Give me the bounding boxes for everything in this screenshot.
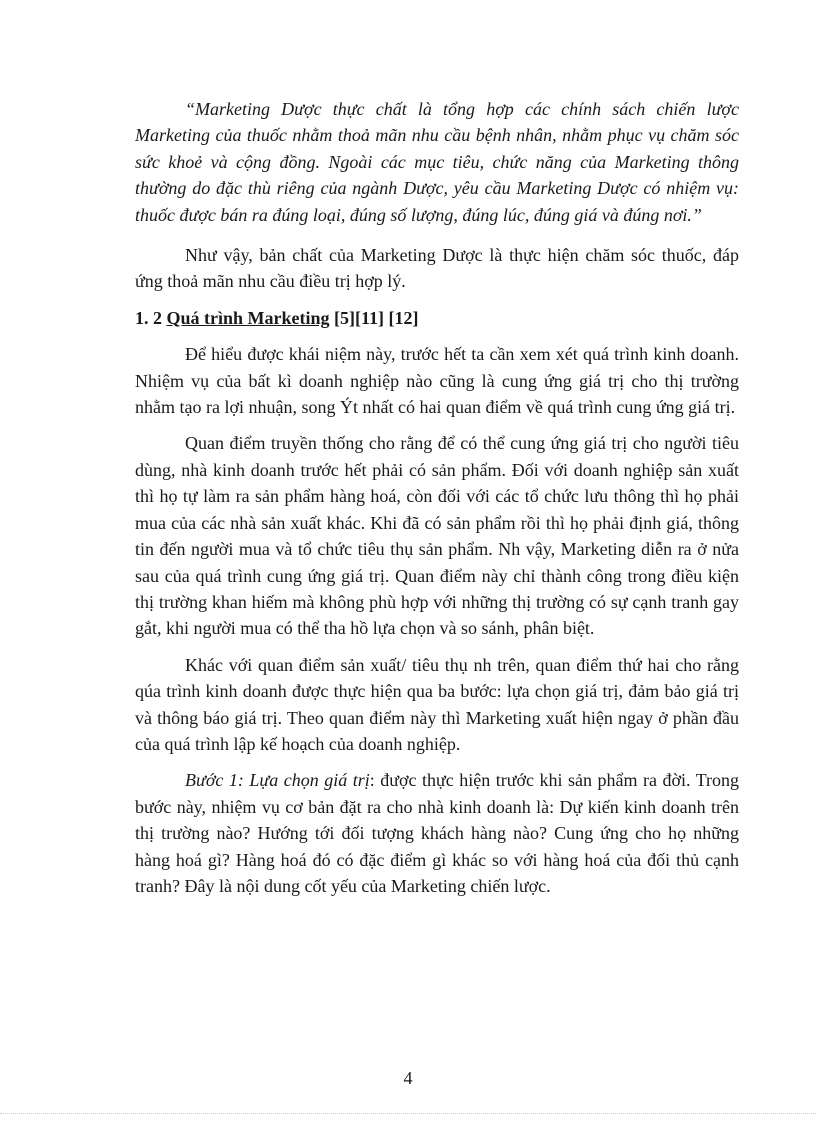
page-number: 4 xyxy=(403,1068,413,1088)
section-refs: [5][11] [12] xyxy=(329,307,419,328)
paragraph-second-view: Khác với quan điểm sản xuất/ tiêu thụ nh trên, quan điểm thứ hai cho rằng qúa trình kinh doanh được thực hiện qua ba bước: lựa chọn giá trị, đảm bảo giá trị và thông báo giá trị. Theo quan điểm này thì Marketing xuất hiện ngay ở phần đầu của quá trình lập kế hoạch của doanh nghiệp. xyxy=(135,654,739,754)
paragraph-traditional-view: Quan điểm truyền thống cho rằng để có thể cung ứng giá trị cho người tiêu dùng, nhà kinh doanh trước hết phải có sản phẩm. Đối với doanh nghiệp sản xuất thì họ tự làm ra sản phẩm hàng hoá, còn đối với các tổ chức lưu thông thì họ phải mua của các nhà sản xuất khác. Khi đã có sản phẩm rồi thì họ phải định giá, thông tin đến người mua và tổ chức tiêu thụ sản phẩm. Nh vậy, Marketing diễn ra ở nửa sau của quá trình cung ứng giá trị. Quan điểm này chỉ thành công trong điều kiện thị trường khan hiếm mà không phù hợp với những thị trường có sự cạnh tranh gay gắt, khi người mua có thể tha hồ lựa chọn và so sánh, phân biệt. xyxy=(135,433,739,639)
section-number: 1. 2 xyxy=(135,307,167,328)
section-title: Quá trình Marketing xyxy=(166,307,330,328)
paragraph-summary: Như vậy, bản chất của Marketing Dược là thực hiện chăm sóc thuốc, đáp ứng thoả mãn nhu cầu điều trị hợp lý. xyxy=(135,245,739,292)
page-content xyxy=(135,96,739,909)
section-heading xyxy=(135,305,739,331)
step-1-lead: Bước 1: Lựa chọn giá trị xyxy=(185,770,370,791)
paragraph-step-1 xyxy=(135,767,739,899)
footer-divider xyxy=(0,1113,816,1114)
paragraph-business-process: Để hiểu được khái niệm này, trước hết ta cần xem xét quá trình kinh doanh. Nhiệm vụ của bất kì doanh nghiệp nào cũng là cung ứng giá trị cho thị trường nhằm tạo ra lợi nhuận, song Ýt nhất có hai quan điểm về quá trình cung ứng giá trị. xyxy=(135,344,739,418)
step-1-text: : được thực hiện trước khi sản phẩm ra đời. Trong bước này, nhiệm vụ cơ bản đặt ra cho nhà kinh doanh là: Dự kiến kinh doanh trên thị trường nào? Hướng tới đối tượng khách hàng nào? Cung ứng cho họ những hàng hoá gì? Hàng hoá đó có đặc điểm gì khác so với hàng hoá của đối thủ cạnh tranh? Đây là nội dung cốt yếu của Marketing chiến lược. xyxy=(135,770,740,896)
quote-paragraph: “Marketing Dược thực chất là tổng hợp các chính sách chiến lược Marketing của thuốc nhằm thoả mãn nhu cầu bệnh nhân, nhằm phục vụ chăm sóc sức khoẻ và cộng đồng. Ngoài các mục tiêu, chức năng của Marketing thông thường do đặc thù riêng của ngành Dược, yêu cầu Marketing Dược có nhiệm vụ: thuốc được bán ra đúng loại, đúng số lượng, đúng lúc, đúng giá và đúng nơi.” xyxy=(135,99,739,225)
